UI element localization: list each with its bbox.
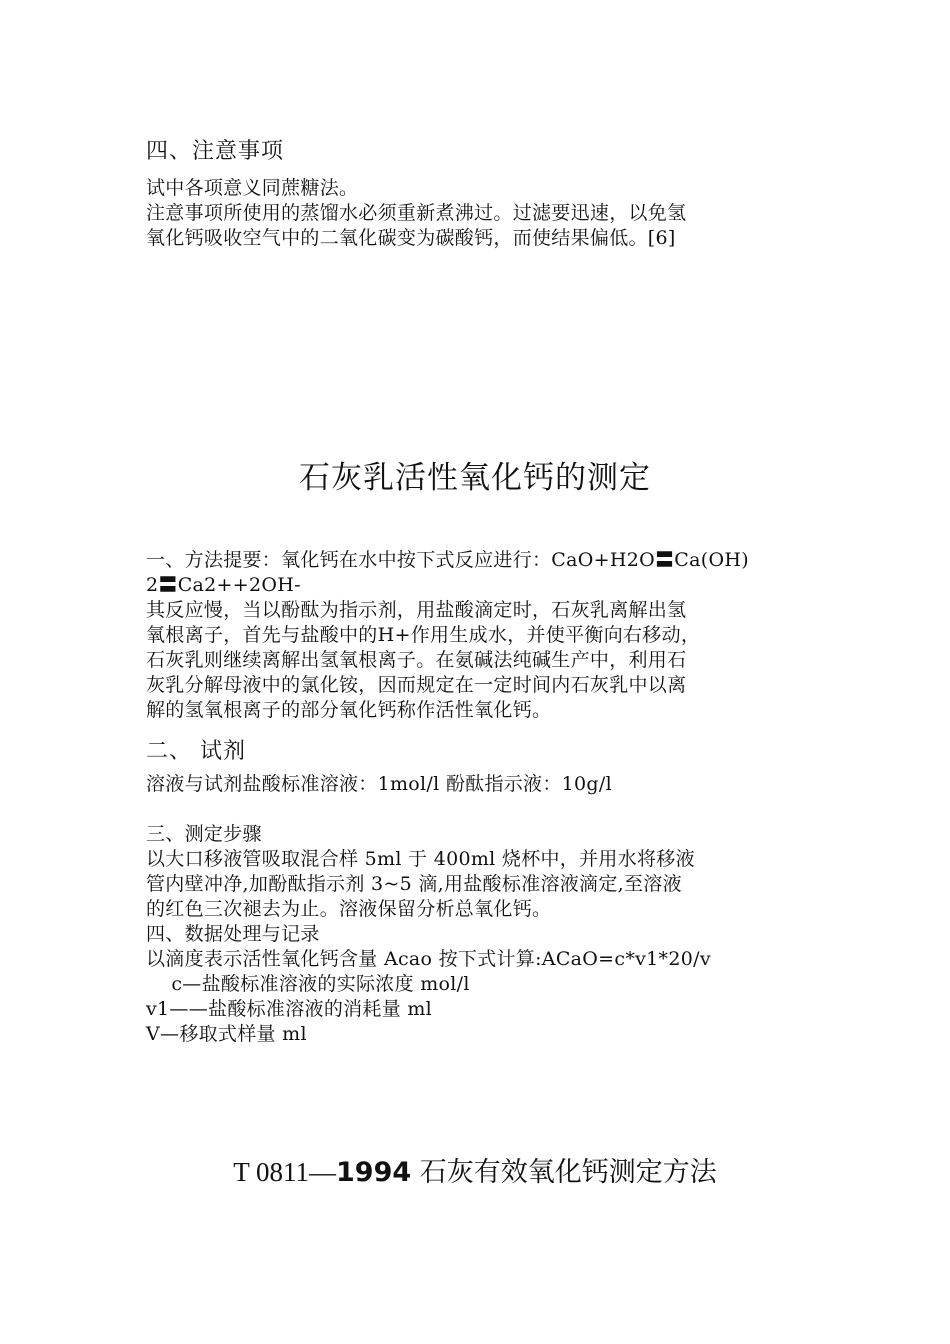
method-line: 氧根离子，首先与盐酸中的H+作用生成水，并使平衡向右移动， [146, 624, 701, 646]
method-line: 解的氢氧根离子的部分氧化钙称作活性氧化钙。 [146, 699, 552, 721]
article-title: 石灰乳活性氧化钙的测定 [299, 460, 651, 496]
steps-line: 的红色三次褪去为止。溶液保留分析总氧化钙。 [146, 898, 552, 920]
method-line: 一、方法提要：氧化钙在水中按下式反应进行：CaO+H2O〓Ca(OH) [146, 549, 749, 571]
notes-line: 试中各项意义同蔗糖法。 [146, 177, 359, 199]
next-title-year: 1994 [336, 1157, 412, 1188]
next-title-prefix: T 0811— [233, 1157, 336, 1187]
steps-line: 以大口移液管吸取混合样 5ml 于 400ml 烧杯中，并用水将移液 [146, 848, 695, 870]
method-line: 石灰乳则继续离解出氢氧根离子。在氨碱法纯碱生产中，利用石 [146, 649, 687, 671]
data-line: c—盐酸标准溶液的实际浓度 mol/l [146, 973, 470, 995]
method-line: 2〓Ca2++2OH- [146, 574, 301, 596]
method-line: 其反应慢，当以酚酞为指示剂，用盐酸滴定时，石灰乳离解出氢 [146, 599, 687, 621]
steps-heading: 三、测定步骤 [146, 823, 262, 845]
notes-line: 氧化钙吸收空气中的二氧化碳变为碳酸钙，而使结果偏低。[6] [146, 227, 676, 249]
data-line: v1——盐酸标准溶液的消耗量 ml [146, 998, 433, 1020]
reagents-line: 溶液与试剂盐酸标准溶液：1mol/l 酚酞指示液：10g/l [146, 773, 612, 795]
steps-line: 管内壁冲净,加酚酞指示剂 3~5 滴,用盐酸标准溶液滴定,至溶液 [146, 873, 682, 895]
data-line: V—移取式样量 ml [146, 1023, 307, 1045]
reagents-heading: 二、 试剂 [146, 739, 246, 764]
data-heading: 四、数据处理与记录 [146, 923, 320, 945]
next-title [0, 1150, 950, 1189]
data-line: 以滴度表示活性氧化钙含量 Acao 按下式计算:ACaO=c*v1*20/v [146, 948, 711, 970]
method-line: 灰乳分解母液中的氯化铵，因而规定在一定时间内石灰乳中以离 [146, 674, 687, 696]
next-title-rest: 石灰有效氧化钙测定方法 [411, 1157, 717, 1188]
notes-heading: 四、注意事项 [146, 139, 285, 164]
notes-line: 注意事项所使用的蒸馏水必须重新煮沸过。过滤要迅速，以免氢 [146, 202, 687, 224]
